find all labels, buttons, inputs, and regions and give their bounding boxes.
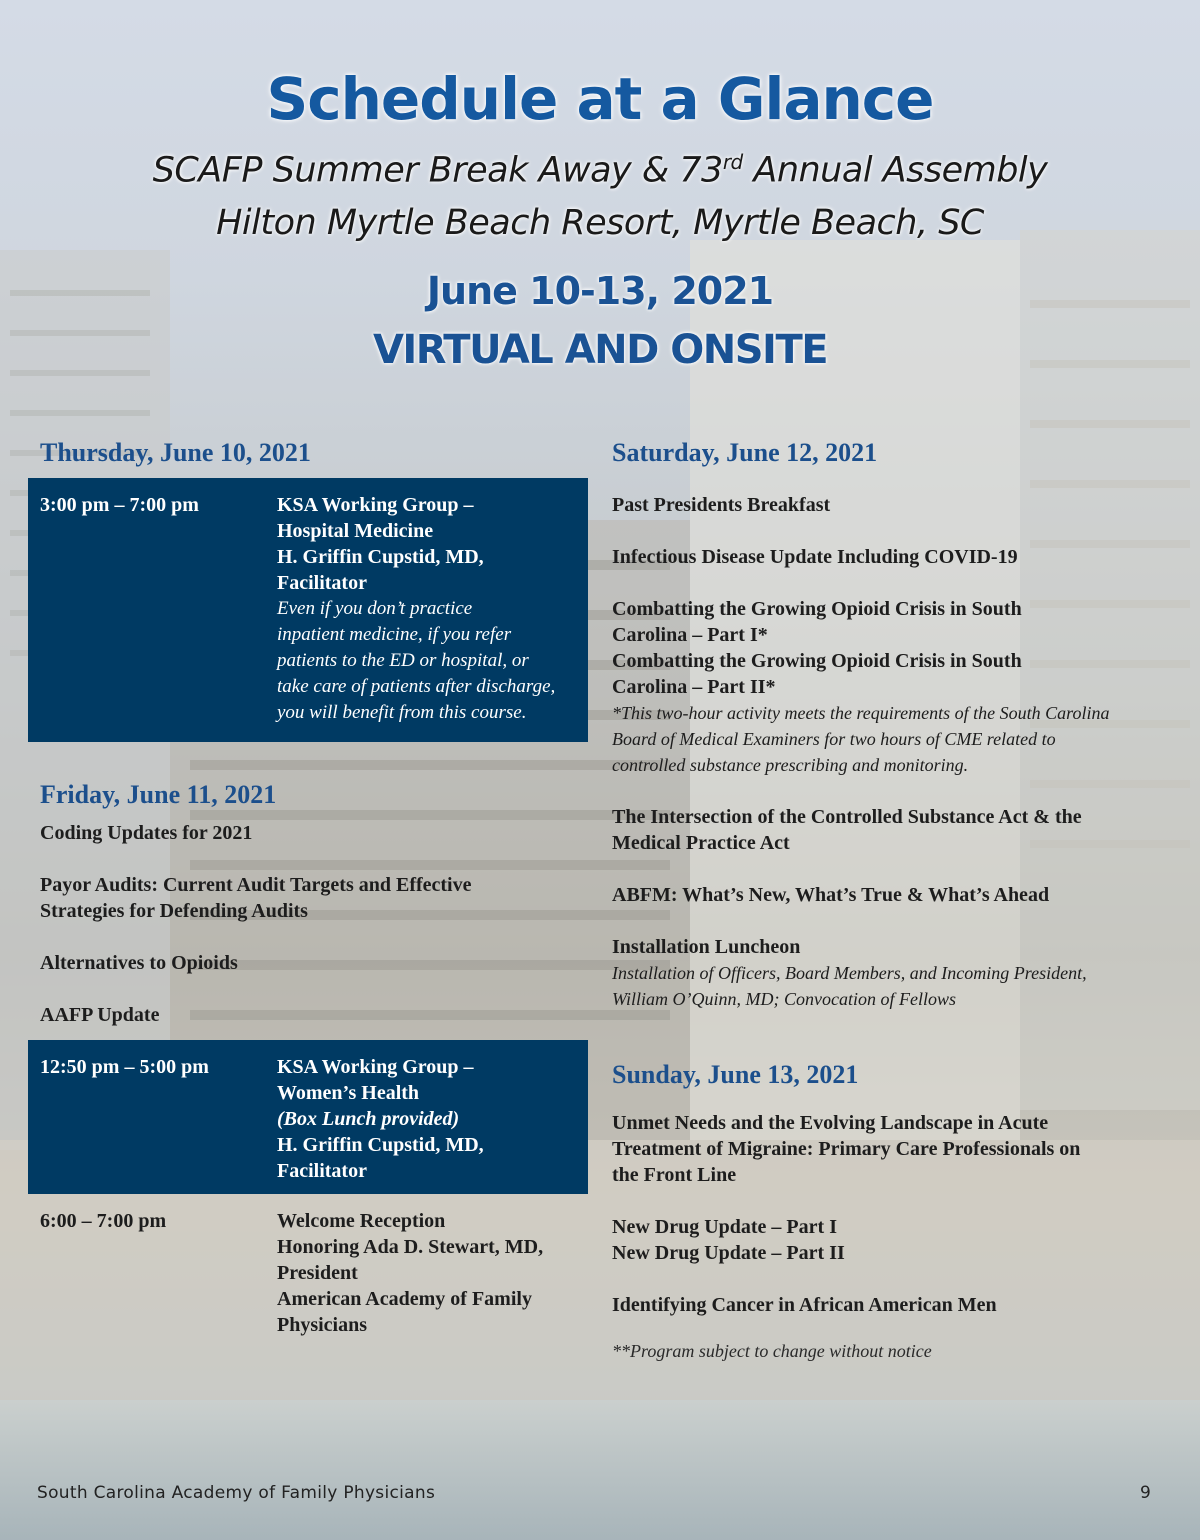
page-title: Schedule at a Glance	[266, 65, 934, 133]
session-desc-line: inpatient medicine, if you refer	[277, 624, 512, 645]
session-desc-line: patients to the ED or hospital, or	[277, 650, 529, 671]
sunday-sessions	[612, 1100, 1172, 1364]
event-mode: VIRTUAL AND ONSITE	[372, 326, 828, 373]
session-payor-audits-cont: Strategies for Defending Audits	[40, 900, 308, 922]
session-speaker-line: Facilitator	[277, 1160, 367, 1182]
session-content	[277, 1208, 543, 1338]
session-content	[277, 492, 576, 728]
subtitle-main: SCAFP Summer Break Away & 73	[152, 150, 723, 191]
session-box-hospital-medicine	[28, 478, 588, 742]
saturday-sessions	[612, 478, 1172, 1012]
friday-sessions	[28, 820, 588, 1028]
event-venue: Hilton Myrtle Beach Resort, Myrtle Beach, SC	[216, 202, 984, 243]
session-title-line: KSA Working Group –	[277, 1056, 474, 1078]
day-heading-saturday: Saturday, June 12, 2021	[612, 438, 878, 467]
ordinal-suffix: rd	[722, 150, 743, 174]
session-installation-luncheon: Installation Luncheon	[612, 936, 801, 958]
session-migraine-cont: Treatment of Migraine: Primary Care Professionals on	[612, 1138, 1081, 1160]
session-opioid-part2-cont: Carolina – Part II*	[612, 676, 776, 698]
reception-line: Welcome Reception	[277, 1210, 446, 1232]
session-box-womens-health	[28, 1040, 588, 1194]
session-migraine-cont: the Front Line	[612, 1164, 737, 1186]
session-abfm: ABFM: What’s New, What’s True & What’s Ahead	[612, 884, 1050, 906]
session-time: 12:50 pm – 5:00 pm	[40, 1056, 209, 1078]
session-intersection: The Intersection of the Controlled Substance Act & the	[612, 806, 1082, 828]
cme-note-line: *This two-hour activity meets the requirements of the South Carolina	[612, 703, 1110, 723]
session-welcome-reception	[28, 1208, 588, 1338]
right-column	[612, 432, 1172, 1364]
session-new-drug-part2: New Drug Update – Part II	[612, 1242, 845, 1264]
program-disclaimer: **Program subject to change without notice	[612, 1341, 932, 1361]
cme-note-line: controlled substance prescribing and monitoring.	[612, 755, 969, 775]
day-heading-thursday: Thursday, June 10, 2021	[40, 438, 311, 467]
session-title-line: Women’s Health	[277, 1082, 420, 1104]
event-dates: June 10-13, 2021	[426, 268, 774, 313]
session-desc-line: take care of patients after discharge,	[277, 676, 556, 697]
event-subtitle	[0, 136, 1200, 197]
footer-organization: South Carolina Academy of Family Physicians	[37, 1483, 436, 1503]
session-infectious-disease: Infectious Disease Update Including COVID-19	[612, 546, 1018, 568]
session-migraine: Unmet Needs and the Evolving Landscape in Acute	[612, 1112, 1049, 1134]
session-new-drug-part1: New Drug Update – Part I	[612, 1216, 837, 1238]
luncheon-note-line: William O’Quinn, MD; Convocation of Fellows	[612, 989, 956, 1009]
session-title-line: Hospital Medicine	[277, 520, 434, 542]
session-payor-audits: Payor Audits: Current Audit Targets and Effective	[40, 874, 472, 896]
reception-line: President	[277, 1262, 358, 1284]
session-lunch-note: (Box Lunch provided)	[277, 1108, 460, 1130]
session-cancer-african-american-men: Identifying Cancer in African American Men	[612, 1294, 997, 1316]
session-speaker-line: H. Griffin Cupstid, MD,	[277, 546, 484, 568]
session-time: 3:00 pm – 7:00 pm	[40, 494, 199, 516]
session-intersection-cont: Medical Practice Act	[612, 832, 790, 854]
day-heading-friday: Friday, June 11, 2021	[40, 780, 277, 809]
session-content	[277, 1054, 576, 1180]
page-number: 9	[1140, 1483, 1151, 1503]
luncheon-note-line: Installation of Officers, Board Members, and Incoming President,	[612, 963, 1087, 983]
session-speaker-line: Facilitator	[277, 572, 367, 594]
day-heading-sunday: Sunday, June 13, 2021	[612, 1060, 859, 1089]
reception-line: American Academy of Family	[277, 1288, 532, 1310]
subtitle-rest: Annual Assembly	[742, 150, 1048, 191]
session-time: 6:00 – 7:00 pm	[40, 1210, 167, 1232]
session-alternatives-opioids: Alternatives to Opioids	[40, 952, 238, 974]
left-column	[28, 432, 588, 1338]
session-opioid-part2: Combatting the Growing Opioid Crisis in South	[612, 650, 1022, 672]
session-past-presidents-breakfast: Past Presidents Breakfast	[612, 494, 831, 516]
reception-line: Physicians	[277, 1314, 368, 1336]
cme-note-line: Board of Medical Examiners for two hours of CME related to	[612, 729, 1056, 749]
session-aafp-update: AAFP Update	[40, 1004, 160, 1026]
session-desc-line: you will benefit from this course.	[277, 702, 527, 723]
page-header	[0, 62, 1200, 381]
session-title-line: KSA Working Group –	[277, 494, 474, 516]
session-desc-line: Even if you don’t practice	[277, 598, 473, 619]
session-opioid-part1: Combatting the Growing Opioid Crisis in South	[612, 598, 1022, 620]
reception-line: Honoring Ada D. Stewart, MD,	[277, 1236, 544, 1258]
session-opioid-part1-cont: Carolina – Part I*	[612, 624, 768, 646]
session-speaker-line: H. Griffin Cupstid, MD,	[277, 1134, 484, 1156]
session-coding-updates: Coding Updates for 2021	[40, 822, 253, 844]
